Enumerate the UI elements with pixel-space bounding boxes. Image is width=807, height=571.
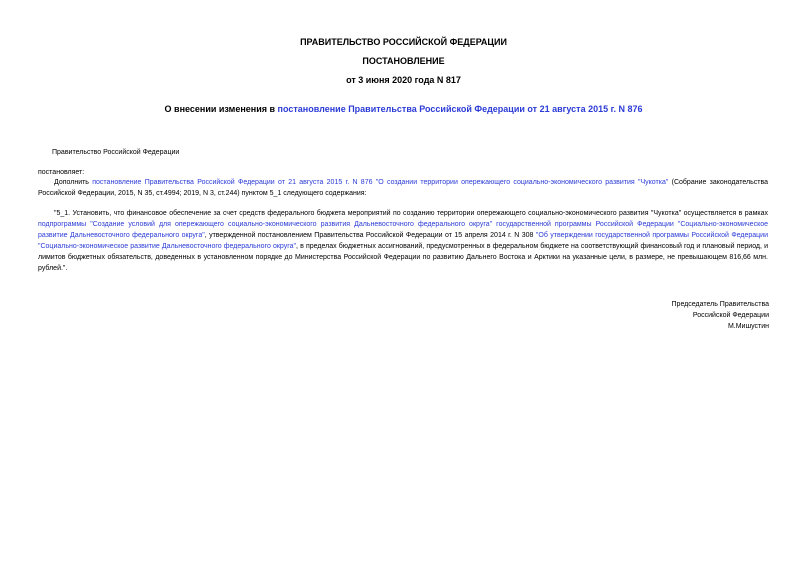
decrees-line: постановляет:	[38, 169, 85, 176]
government-line: Правительство Российской Федерации	[52, 149, 180, 156]
title-link[interactable]: постановление Правительства Российской Федерации от 21 августа 2015 г. N 876	[277, 104, 643, 114]
title-prefix: О внесении изменения в	[164, 104, 278, 114]
quote-text-1: "5_1. Установить, что финансовое обеспечение за счет средств федерального бюджета мероприятий по созданию территории опережающего социально-экономического развития "Чукотка" осуществляется в рамках	[54, 210, 768, 217]
quote-link-1[interactable]: подпрограммы "Создание условий для опережающего социально-экономического развития Дальневосточного федерального округа" государственной программы Российской Федерации "Социально-экономическое развитие Дальневосточного федерального округа"	[38, 221, 768, 239]
main-text-1: Дополнить	[54, 179, 93, 186]
signature-name: М.Мишустин	[727, 323, 769, 330]
header-doc-type: ПОСТАНОВЛЕНИЕ	[362, 56, 445, 66]
signature-org: Российской Федерации	[692, 312, 769, 319]
main-link-1[interactable]: постановление Правительства Российской Федерации от 21 августа 2015 г. N 876 "О создании территории опережающего социально-экономического развития "Чукотка"	[92, 179, 669, 186]
header-date-number: от 3 июня 2020 года N 817	[346, 75, 461, 85]
quote-paragraph	[38, 208, 768, 274]
main-paragraph	[38, 177, 768, 199]
quote-text-3: , в пределах бюджетных ассигнований, предусмотренных в федеральном бюджете на соответствующий финансовый год и плановый период, и лимитов бюджетных обязательств, доведенных в установленном порядке до Министерства Российской Федерации по развитию Дальнего Востока и Арктики на указанные цели, в размере, не превышающем 816,66 млн. рублей.".	[38, 243, 768, 272]
signature-title: Председатель Правительства	[671, 301, 769, 308]
document-title	[0, 104, 807, 114]
quote-text-2: , утвержденной постановлением Правительства Российской Федерации от 15 апреля 2014 г. N 308	[204, 232, 536, 239]
header-org: ПРАВИТЕЛЬСТВО РОССИЙСКОЙ ФЕДЕРАЦИИ	[300, 37, 507, 47]
main-text-2: (Собрание законодательства Российской Федерации, 2015, N 35, ст.4994; 2019, N 3, ст.244) пунктом 5_1 следующего содержания:	[38, 179, 768, 197]
quote-link-2[interactable]: "Об утверждении государственной программы Российской Федерации "Социально-экономическое развитие Дальневосточного федерального округа"	[38, 232, 768, 250]
